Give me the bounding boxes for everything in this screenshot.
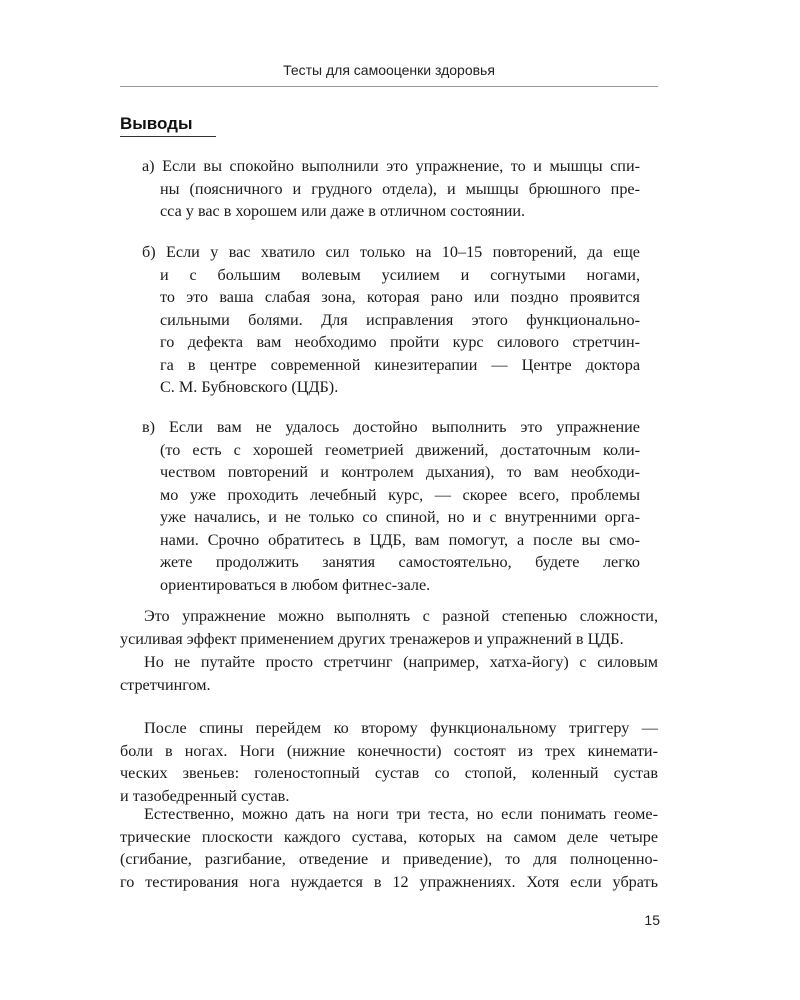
running-head: Тесты для самооценки здоровья <box>283 62 495 78</box>
text-line: чеством повторений и контролем дыхания), то вам необходи- <box>160 463 640 481</box>
text-line: боли в ногах. Ноги (нижние конечности) состоят из трех кинемати- <box>120 741 658 760</box>
text-line: Но не путайте просто стретчинг (например, хатха-йогу) с силовым <box>144 653 658 671</box>
text-line: го тестирования нога нуждается в 12 упражнениях. Хотя если убрать <box>120 872 658 891</box>
text-line: ны (поясничного и грудного отдела), и мышцы брюшного пре- <box>160 179 640 198</box>
text-line: ориентироваться в любом фитнес-зале. <box>160 575 431 594</box>
text-line: го дефекта вам необходимо пройти курс силового стретчин- <box>160 333 640 351</box>
text-line: ческих звеньев: голеностопный сустав со стопой, коленный сустав <box>120 764 658 782</box>
conclusion-item-b <box>142 241 640 399</box>
section-heading: Выводы <box>120 114 193 133</box>
text-line: Это упражнение можно выполнять с разной степенью сложности, <box>144 607 658 625</box>
text-line: После спины перейдем ко второму функциональному триггеру — <box>144 719 658 737</box>
text-line: сса у вас в хорошем или даже в отличном состоянии. <box>160 202 526 220</box>
text-line: Естественно, можно дать на ноги три теста, но если понимать геоме- <box>144 805 658 823</box>
text-line: в) Если вам не удалось достойно выполнить это упражнение <box>142 418 640 436</box>
text-line: мо уже проходить лечебный курс, — скорее всего, проблемы <box>160 485 640 504</box>
text-line: сильными болями. Для исправления этого функционально- <box>160 310 640 329</box>
conclusion-item-c <box>142 416 640 596</box>
body-paragraph-3 <box>120 717 658 807</box>
text-line: а) Если вы спокойно выполнили это упражнение, то и мышцы спи- <box>142 157 640 175</box>
text-line: (сгибание, разгибание, отведение и приведение), то для полноценно- <box>120 850 658 868</box>
text-line: то это ваша слабая зона, которая рано или поздно проявится <box>160 288 640 306</box>
body-paragraph-4 <box>120 803 658 893</box>
text-line: и тазобедренный сустав. <box>120 786 290 805</box>
text-line: жете продолжить занятия самостоятельно, будете легко <box>160 553 640 571</box>
text-line: (то есть с хорошей геометрией движений, достаточным коли- <box>160 440 640 459</box>
text-line: С. М. Бубновского (ЦДБ). <box>160 378 339 396</box>
text-line: и с большим волевым усилием и согнутыми ногами, <box>160 265 640 284</box>
text-line: уже начались, и не только со спиной, но и с внутренними орга- <box>160 508 640 526</box>
body-paragraph-2 <box>120 651 658 696</box>
text-line: га в центре современной кинезитерапии — Центре доктора <box>160 355 640 374</box>
conclusion-item-a <box>142 155 640 223</box>
header-divider <box>120 86 658 87</box>
text-line: стретчингом. <box>120 675 211 694</box>
body-paragraph-1 <box>120 605 658 650</box>
text-line: трические плоскости каждого сустава, которых на самом деле четыре <box>120 827 658 846</box>
text-line: нами. Срочно обратитесь в ЦДБ, вам помогут, а после вы смо- <box>160 530 640 549</box>
page-number: 15 <box>644 912 660 928</box>
text-line: б) Если у вас хватило сил только на 10–15 повторений, да еще <box>142 243 640 261</box>
text-line: усиливая эффект применением других тренажеров и упражнений в ЦДБ. <box>120 629 624 648</box>
heading-underline <box>120 136 216 137</box>
